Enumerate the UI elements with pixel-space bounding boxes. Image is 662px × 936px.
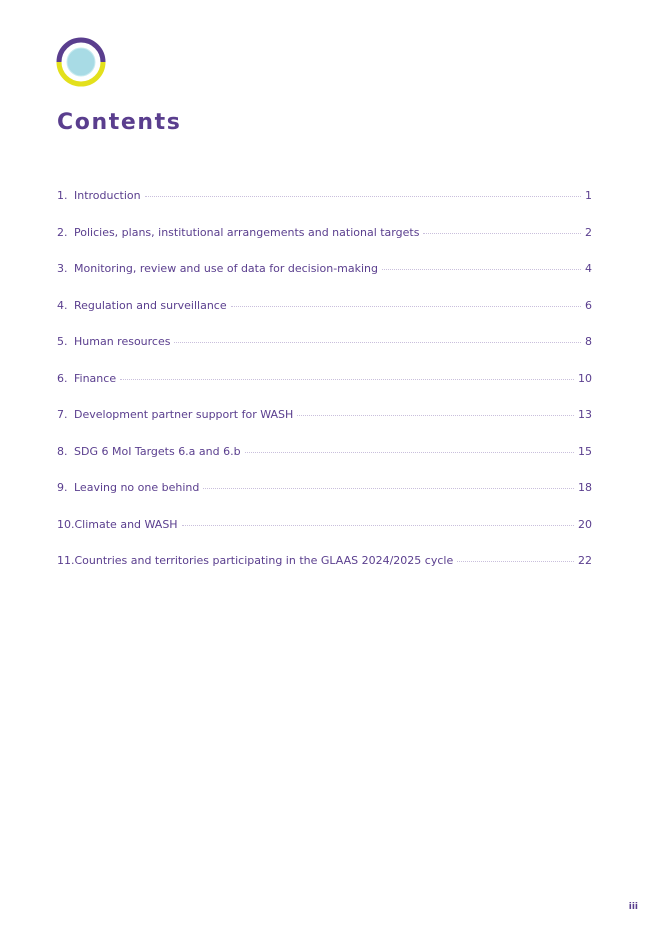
toc-entry-countries[interactable]	[57, 554, 592, 591]
toc-entry-title[interactable]: SDG 6 MoI Targets 6.a and 6.b	[74, 444, 241, 458]
toc-dot-leader	[382, 269, 581, 270]
toc-dot-leader	[245, 452, 574, 453]
toc-entry-title[interactable]: Regulation and surveillance	[74, 298, 227, 312]
page-title: Contents	[57, 110, 182, 135]
toc-entry-page[interactable]: 22	[578, 554, 592, 567]
page-number: iii	[628, 902, 638, 912]
toc-entry-monitoring[interactable]	[57, 262, 592, 299]
glaas-globe-logo-icon	[56, 37, 106, 87]
toc-entry-page[interactable]: 6	[585, 298, 592, 312]
toc-entry-number: 7.	[57, 408, 68, 421]
toc-dot-leader	[297, 415, 574, 416]
toc-entry-title[interactable]: Human resources	[74, 335, 171, 348]
toc-entry-page[interactable]: 15	[578, 444, 592, 458]
toc-entry-title[interactable]: Introduction	[74, 189, 141, 202]
toc-entry-leaving-no-one-behind[interactable]	[57, 481, 592, 518]
toc-entry-policies[interactable]	[57, 226, 592, 263]
toc-entry-number: 3.	[57, 262, 68, 275]
toc-entry-development-partner[interactable]	[57, 408, 592, 445]
toc-entry-climate[interactable]	[57, 518, 592, 555]
toc-dot-leader	[423, 233, 581, 234]
toc-entry-title[interactable]: Climate and WASH	[74, 517, 178, 531]
toc-entry-page[interactable]: 20	[578, 517, 592, 531]
toc-dot-leader	[457, 561, 574, 562]
toc-entry-number: 8.	[57, 444, 68, 458]
toc-entry-number: 5.	[57, 335, 68, 348]
toc-entry-title[interactable]: Development partner support for WASH	[74, 408, 294, 421]
toc-entry-finance[interactable]	[57, 372, 592, 409]
toc-entry-title[interactable]: Finance	[74, 371, 117, 385]
toc-entry-number: 1.	[57, 189, 68, 202]
toc-entry-number: 2.	[57, 225, 68, 239]
toc-entry-page[interactable]: 1	[585, 189, 592, 202]
toc-entry-title[interactable]: Policies, plans, institutional arrangements and national targets	[74, 225, 420, 239]
toc-dot-leader	[145, 196, 581, 197]
toc-entry-page[interactable]: 18	[578, 481, 592, 494]
toc-entry-title[interactable]: Leaving no one behind	[74, 481, 200, 494]
toc-entry-number: 6.	[57, 371, 68, 385]
table-of-contents	[57, 189, 592, 591]
toc-entry-title[interactable]: Monitoring, review and use of data for decision-making	[74, 262, 378, 275]
toc-entry-number: 4.	[57, 298, 68, 312]
toc-entry-page[interactable]: 10	[578, 371, 592, 385]
toc-entry-page[interactable]: 13	[578, 408, 592, 421]
toc-entry-number: 9.	[57, 481, 68, 494]
toc-entry-title[interactable]: Countries and territories participating in the GLAAS 2024/2025 cycle	[74, 554, 454, 567]
toc-dot-leader	[231, 306, 581, 307]
toc-dot-leader	[182, 525, 574, 526]
toc-entry-introduction[interactable]	[57, 189, 592, 226]
toc-entry-regulation[interactable]	[57, 299, 592, 336]
toc-entry-number: 11.	[57, 554, 75, 567]
toc-entry-sdg6-targets[interactable]	[57, 445, 592, 482]
toc-entry-page[interactable]: 2	[585, 225, 592, 239]
toc-entry-page[interactable]: 4	[585, 262, 592, 275]
toc-dot-leader	[203, 488, 574, 489]
toc-dot-leader	[120, 379, 574, 380]
toc-entry-human-resources[interactable]	[57, 335, 592, 372]
toc-dot-leader	[174, 342, 581, 343]
toc-entry-number: 10.	[57, 517, 75, 531]
toc-entry-page[interactable]: 8	[585, 335, 592, 348]
